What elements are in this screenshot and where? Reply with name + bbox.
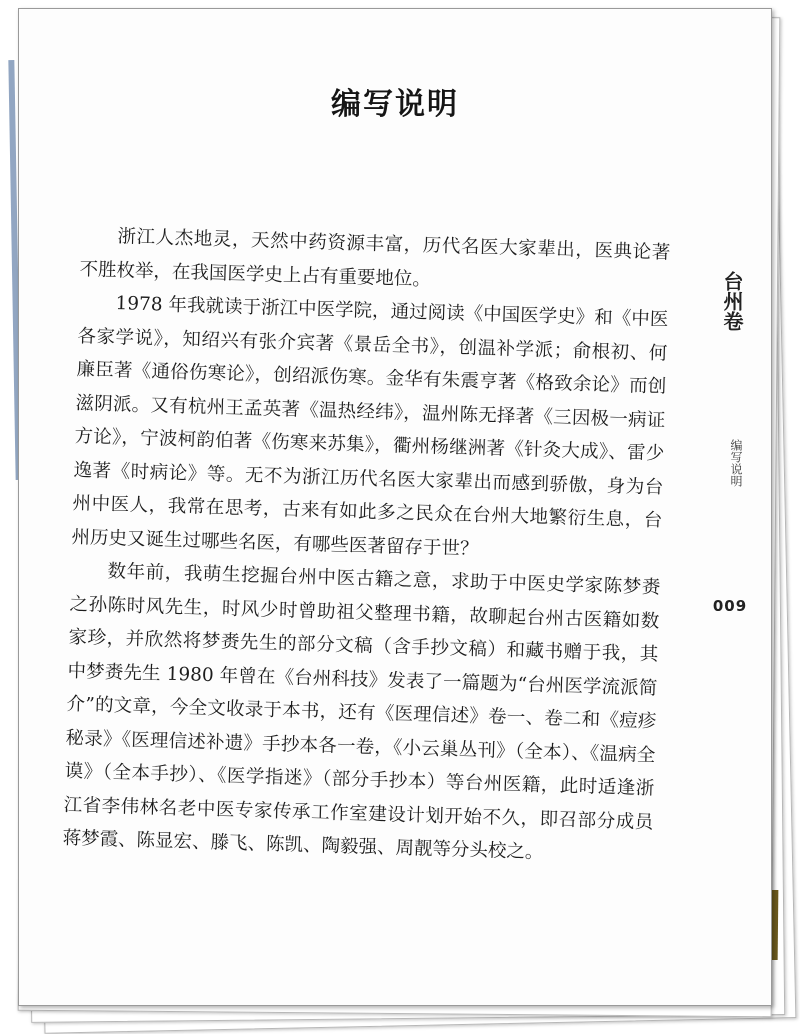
paragraph: 浙江人杰地灵，天然中药资源丰富，历代名医大家辈出，医典论著不胜枚举，在我国医学史上占有重要地位。 (79, 226, 671, 290)
volume-label: 台州卷 (720, 271, 744, 331)
paragraph: 1978 年我就读于浙江中医学院，通过阅读《中国医学史》和《中医各家学说》，知绍兴有张介宾著《景岳全书》，创温补学派；俞根初、何廉臣著《通俗伤寒论》，创绍派伤寒。金华有朱震亨著《格致余论》而创滋阴派。又有杭州王孟英著《温热经纬》，温州陈无择著《三因极一病证方论》，宁波柯韵伯著《伤寒来苏集》，衢州杨继洲著《针灸大成》、雷少逸著《时病论》等。无不为浙江历代名医大家辈出而感到骄傲，身为台州中医人，我常在思考，古来有如此多之民众在台州大地繁衍生息，台州历史又诞生过哪些名医，有哪些医著留存于世？ (71, 293, 669, 560)
section-label: 编写说明 (729, 439, 743, 487)
document-page (18, 8, 772, 1006)
body-text (62, 219, 671, 873)
paragraph: 数年前，我萌生挖掘台州中医古籍之意，求助于中医史学家陈梦赉之孙陈时风先生，时风少时曾助祖父整理书籍，故聊起台州古医籍如数家珍，并欣然将梦赉先生的部分文稿（含手抄文稿）和藏书赠于我，其中梦赉先生 1980 年曾在《台州科技》发表了一篇题为“台州医学流派简介”的文章，今全文收录于本书，还有《医理信述》卷一、卷二和《痘疹秘录》《医理信述补遗》手抄本各一卷，《小云巢丛刊》（全本）、《温病全谟》（全本手抄）、《医学指迷》（部分手抄本）等台州医籍，此时适逢浙江省李伟林名老中医专家传承工作室建设计划开始不久，即召部分成员蒋梦霞、陈显宏、滕飞、陈凯、陶毅强、周靓等分头校之。 (62, 560, 661, 863)
page-number: 009 (712, 597, 748, 615)
page-title: 编写说明 (331, 87, 459, 122)
